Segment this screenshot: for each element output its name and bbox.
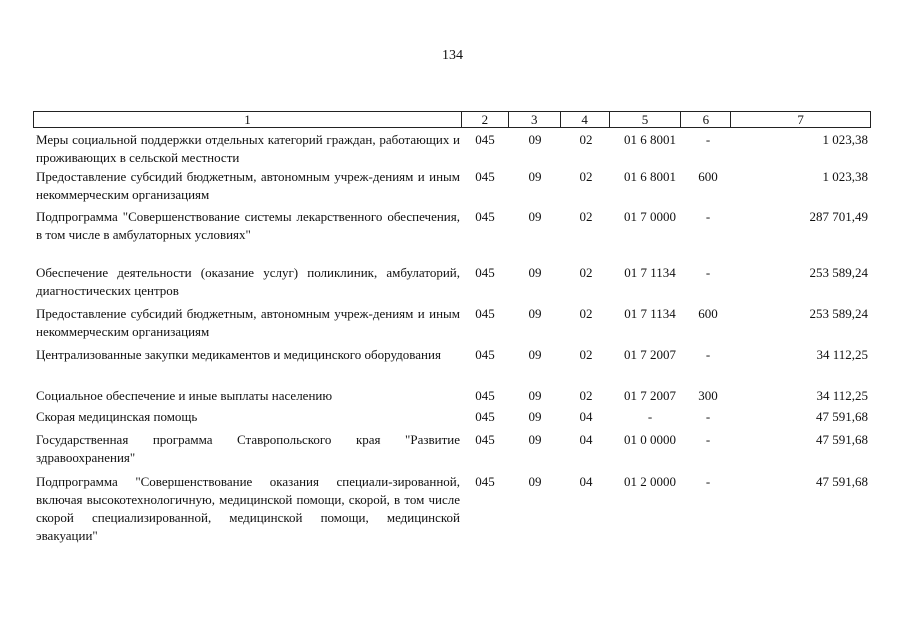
table-header [33,111,871,128]
row-name: Меры социальной поддержки отдельных категорий граждан, работающих и проживающих в сельской местности [36,132,460,165]
row-col-7: 253 589,24 [809,306,868,321]
row-col-2: 045 [475,169,495,184]
row-col-5: 01 7 0000 [624,209,676,224]
row-col-4: 02 [579,306,593,321]
header-col-3: 3 [509,112,561,127]
row-col-7: 34 112,25 [816,347,868,362]
row-col-5: 01 0 0000 [624,432,676,447]
row-name: Подпрограмма "Совершенствование системы лекарственного обеспечения, в том числе в амбулаторных условиях" [36,209,460,242]
row-name: Скорая медицинская помощь [36,409,198,424]
row-col-2: 045 [475,209,495,224]
row-col-2: 045 [475,347,495,362]
header-col-2: 2 [462,112,509,127]
row-col-2: 045 [475,388,495,403]
header-col-7: 7 [797,112,804,127]
row-col-5: 01 7 1134 [624,265,676,280]
row-name: Предоставление субсидий бюджетным, автономным учреж-дениям и иным некоммерческим организациям [36,306,460,339]
row-col-6: 600 [698,169,718,184]
row-col-7: 47 591,68 [816,409,868,424]
row-col-7: 1 023,38 [822,132,868,147]
row-col-5: 01 7 2007 [624,388,676,403]
row-col-2: 045 [475,474,495,489]
row-col-3: 09 [528,409,542,424]
row-col-3: 09 [528,306,542,321]
row-col-7: 34 112,25 [816,388,868,403]
row-col-3: 09 [528,388,542,403]
header-col-1: 1 [34,112,462,127]
row-col-5: 01 7 2007 [624,347,676,362]
row-col-6: - [705,409,711,424]
row-col-7: 47 591,68 [816,432,868,447]
row-col-7: 287 701,49 [809,209,868,224]
row-col-5: 01 6 8001 [624,132,676,147]
row-col-4: 02 [579,169,593,184]
row-name: Предоставление субсидий бюджетным, автономным учреж-дениям и иным некоммерческим организациям [36,169,460,202]
row-col-4: 04 [579,474,593,489]
row-col-5: - [647,409,653,424]
row-col-2: 045 [475,306,495,321]
row-name: Подпрограмма "Совершенствование оказания специали-зированной, включая высокотехнологичную, медицинской помощи, скорой, в том числе скорой специализированной, медицинской помощи, медицинской эвакуации" [36,474,460,543]
row-col-4: 02 [579,209,593,224]
row-name: Государственная программа Ставропольского края "Развитие здравоохранения" [36,432,460,465]
row-name: Централизованные закупки медикаментов и медицинского оборудования [36,347,441,362]
row-col-3: 09 [528,432,542,447]
row-col-6: - [705,132,711,147]
row-name: Обеспечение деятельности (оказание услуг) поликлиник, амбулаторий, диагностических центров [36,265,460,298]
row-col-3: 09 [528,169,542,184]
row-col-3: 09 [528,132,542,147]
row-col-7: 1 023,38 [822,169,868,184]
header-col-6: 6 [681,112,731,127]
row-col-5: 01 2 0000 [624,474,676,489]
row-col-6: - [705,432,711,447]
row-col-3: 09 [528,474,542,489]
row-col-5: 01 7 1134 [624,306,676,321]
row-col-6: 600 [698,306,718,321]
row-col-2: 045 [475,132,495,147]
row-col-4: 02 [579,347,593,362]
header-col-4: 4 [561,112,610,127]
row-col-4: 02 [579,132,593,147]
header-col-5: 5 [610,112,682,127]
row-col-7: 47 591,68 [816,474,868,489]
row-col-6: - [705,209,711,224]
row-col-4: 02 [579,265,593,280]
row-col-5: 01 6 8001 [624,169,676,184]
row-col-6: - [705,265,711,280]
row-col-6: - [705,474,711,489]
row-col-6: 300 [698,388,718,403]
row-col-2: 045 [475,409,495,424]
row-col-7: 253 589,24 [809,265,868,280]
row-col-2: 045 [475,432,495,447]
row-col-6: - [705,347,711,362]
row-col-3: 09 [528,347,542,362]
row-col-4: 02 [579,388,593,403]
row-name: Социальное обеспечение и иные выплаты населению [36,388,333,403]
row-col-2: 045 [475,265,495,280]
row-col-3: 09 [528,209,542,224]
page-number: 134 [442,48,463,63]
row-col-4: 04 [579,432,593,447]
row-col-4: 04 [579,409,593,424]
row-col-3: 09 [528,265,542,280]
